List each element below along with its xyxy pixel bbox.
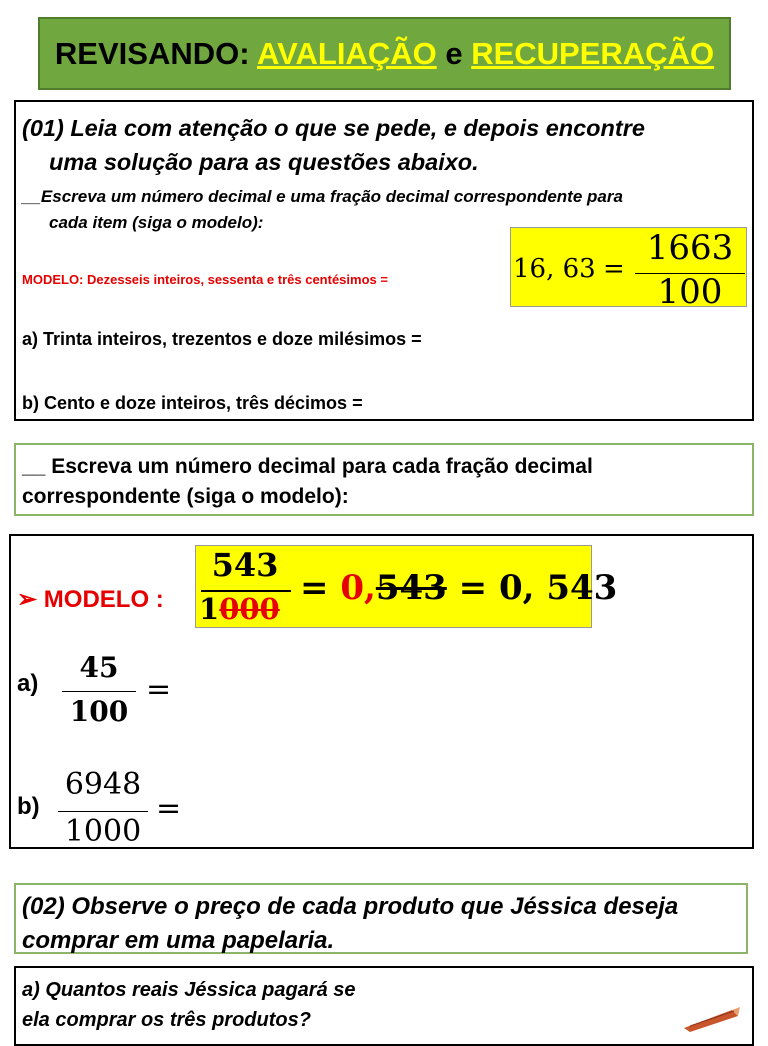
question-01-line2: uma solução para as questões abaixo. [49, 149, 479, 175]
model-2-equation [195, 545, 618, 628]
instruction-1-line1: __Escreva um número decimal e uma fração decimal correspondente para [22, 187, 623, 206]
question-02-item-a-line2: ela comprar os três produtos? [22, 1009, 311, 1031]
fraction-a-label: a) [17, 670, 39, 697]
question-02-heading [22, 890, 746, 958]
model-2-red-zero: 0, [340, 568, 376, 608]
model-1-equation [510, 227, 747, 312]
model-1-numerator: 1663 [646, 228, 734, 268]
question-02-item-a [22, 975, 422, 1035]
model-1-equals: = [603, 254, 625, 284]
model-1-decimal: 16, 63 [513, 254, 596, 284]
title-word-recuperacao: RECUPERAÇÃO [471, 36, 715, 71]
product-image [680, 1002, 742, 1032]
fraction-a-numerator: 45 [79, 651, 119, 684]
model-1-denominator: 100 [657, 272, 723, 312]
fraction-a-denominator: 100 [69, 695, 129, 728]
instruction-2-line2: correspondente (siga o modelo): [22, 485, 349, 508]
model-2-struck-543: 543 [375, 568, 447, 608]
title-banner [38, 17, 731, 90]
question-02-line2: comprar em uma papelaria. [22, 927, 335, 954]
fraction-a-bar [62, 691, 136, 692]
model-2-equals-1: = [300, 568, 329, 608]
fraction-b-denominator: 1000 [64, 814, 142, 849]
fraction-b-bar [58, 811, 148, 812]
question-02-line1: (02) Observe o preço de cada produto que Jéssica deseja [22, 893, 679, 920]
page-title [40, 36, 729, 72]
model-2-result [300, 568, 617, 608]
model-2-final-decimal: 0, 543 [499, 568, 618, 608]
question-01-line1: (01) Leia com atenção o que se pede, e depois encontre [22, 115, 645, 141]
instruction-1-line2: cada item (siga o modelo): [49, 213, 264, 232]
fraction-b-label: b) [17, 793, 40, 820]
model-2-denominator [199, 592, 280, 626]
fraction-b-numerator: 6948 [64, 767, 142, 802]
question-01-item-b: b) Cento e doze inteiros, três décimos = [22, 393, 363, 413]
question-01-heading [22, 111, 746, 179]
fraction-a-equals: = [146, 672, 172, 707]
model-1-text: MODELO: Dezesseis inteiros, sessenta e três centésimos = [22, 272, 388, 287]
model-2-numerator: 543 [211, 546, 279, 584]
fraction-b-equals: = [156, 791, 182, 826]
title-word-avaliacao: AVALIAÇÃO [257, 36, 437, 71]
question-01-item-a: a) Trinta inteiros, trezentos e doze milésimos = [22, 329, 422, 349]
question-02-item-a-line1: a) Quantos reais Jéssica pagará se [22, 979, 356, 1001]
model-2-den-first-digit: 1 [199, 592, 220, 626]
instruction-2 [22, 452, 742, 512]
title-conjunction: e [445, 36, 463, 71]
model-2-equals-2: = [458, 568, 488, 608]
instruction-2-line1: __ Escreva um número decimal para cada fração decimal [22, 455, 593, 478]
model-2-label: ➢ MODELO : [17, 586, 164, 613]
model-2-den-struck-zeros: 000 [219, 592, 280, 626]
title-prefix: REVISANDO: [54, 36, 250, 71]
